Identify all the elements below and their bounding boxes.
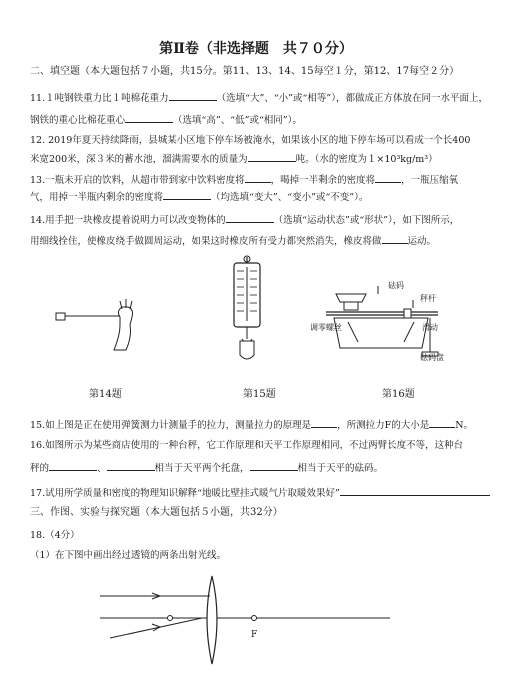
q16-blank1[interactable] [49, 461, 97, 471]
section2-heading: 二、填空题（本大题包括７小题，共15分。第11、13、14、15每空１分，第12、17每空２分） [30, 66, 460, 77]
caption-fig15: 第15题 [243, 389, 276, 400]
section3-heading: 三、作图、实验与探究题（本大题包括５小题，共32分） [30, 507, 283, 518]
focus-right [252, 616, 257, 621]
label-slider: 滑动 [422, 323, 438, 332]
q16-blank2[interactable] [107, 461, 155, 471]
q14-line2: 用细线拴住，使橡皮绕手做圆周运动，如果这时橡皮所有受力都突然消失，橡皮将做 运动。 [30, 236, 437, 247]
q17-blank[interactable] [340, 486, 490, 496]
q16-blank3[interactable] [250, 461, 298, 471]
q14-blank2[interactable] [382, 234, 408, 244]
figure-14-hand-eraser [50, 295, 160, 360]
q16-line2: 秤的 、 相当于天平两个托盘， 相当于天平的砝码。 [30, 463, 384, 474]
q15-line: 15.如上图是正在使用弹簧测力计测量手的拉力，测量拉力的原理是 ，所测拉力F的大小是 N。 [30, 420, 474, 431]
eraser-icon [56, 313, 65, 320]
q13-line1: 13.一瓶未开启的饮料，从超市带到家中饮料密度将 ，喝掉一半剩余的密度将 ，一瓶压缩氧 [30, 175, 459, 186]
q18-heading: 18.（4分） [30, 530, 80, 541]
hand-icon [240, 341, 254, 359]
q13-blank3[interactable] [163, 190, 211, 200]
q14-blank1[interactable] [226, 213, 274, 223]
hand-icon [114, 307, 133, 350]
q18-part1: （1）在下图中画出经过透镜的两条出射光线。 [30, 550, 227, 561]
q16-line1: 16.如图所示为某些商店使用的一种台秤，它工作原理和天平工作原理相同，不过两臂长度不等，这种台 [30, 440, 464, 451]
convex-lens [207, 576, 217, 664]
q12-line2: 米宽200米，深３米的蓄水池，溜满需要水的质量为 吨。（水的密度为１×10³kg/m³） [30, 154, 438, 165]
q11-line2: 钢铁的重心比棉花重心 （选填“高”、“低”或“相同”）。 [30, 115, 302, 126]
q13-blank1[interactable] [245, 173, 271, 183]
label-weight-tray: 砝码盘 [420, 353, 444, 362]
q13-blank2[interactable] [375, 173, 401, 183]
incident-ray-2 [110, 618, 202, 638]
caption-fig16: 第16题 [382, 389, 415, 400]
focus-left [168, 616, 173, 621]
figure-18-lens-diagram [90, 572, 430, 672]
figure-15-spring-scale [220, 255, 275, 365]
q12-blank[interactable] [248, 152, 296, 162]
q14-line1: 14.用手把一块橡皮提着说明力可以改变物体的 （选填“运动状态”或“形状”），如下图所示， [30, 215, 460, 226]
q17-line: 17.试用所学质量和密度的物理知识解释“地暖比壁挂式暖气片取暖效果好” [30, 486, 490, 500]
q11-blank1[interactable] [169, 91, 217, 101]
q13-line2: 气，用掉一半瓶内剩余的密度将 （均选填“变大”、“变小”或“不变”）。 [30, 192, 369, 203]
q15-blank1[interactable] [311, 418, 337, 428]
label-beam: 秤杆 [420, 294, 436, 303]
label-weight: 砝码 [388, 281, 404, 290]
focus-label: F [251, 630, 258, 640]
q15-blank2[interactable] [429, 418, 455, 428]
page-title: 第Ⅱ卷（非选择题 共７０分） [159, 41, 353, 57]
q12-line1: 12. 2019年夏天持续降雨，县城某小区地下停车场被淹水，如果该小区的地下停车场可以看成一个长400 [30, 135, 471, 146]
caption-fig14: 第14题 [89, 389, 122, 400]
q11-line1: 11.１吨钢铁重力比１吨棉花重力 （选填“大”、“小”或“相等”），都做成正方体放在同一水平面上， [30, 93, 489, 104]
q11-blank2[interactable] [125, 113, 173, 123]
label-zero-screw: 调零螺丝 [310, 323, 342, 332]
